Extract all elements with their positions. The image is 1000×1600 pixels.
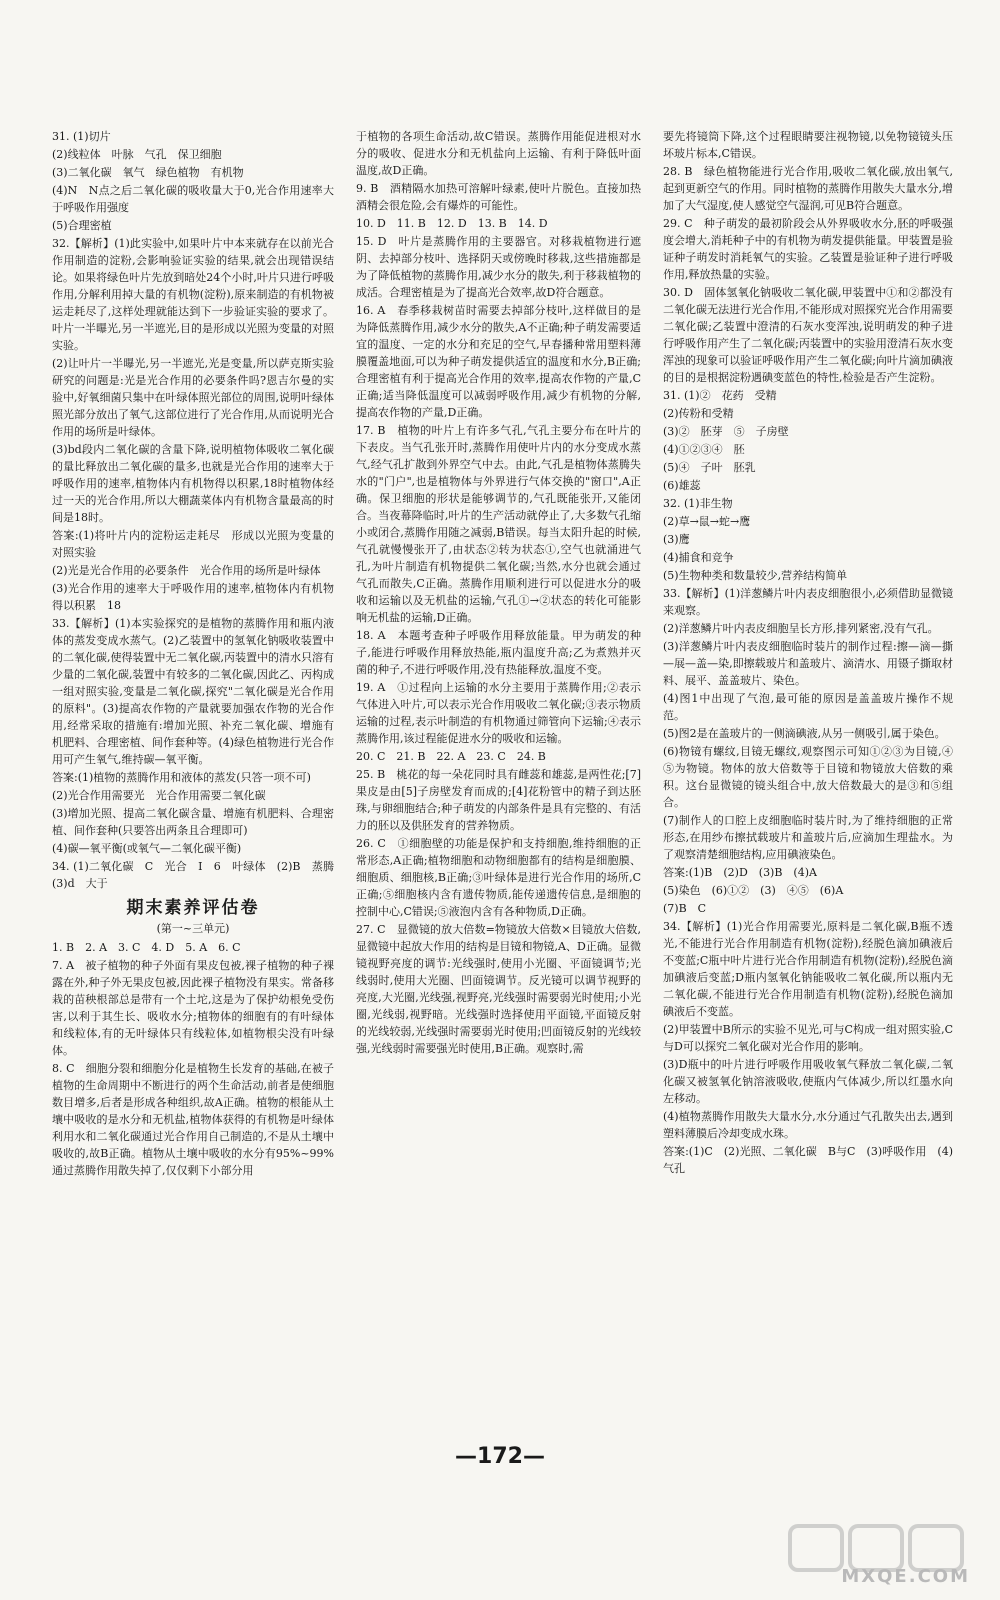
- page-number: —172—: [455, 1444, 545, 1469]
- col1-paragraph: 33.【解析】(1)本实验探究的是植物的蒸腾作用和瓶内液体的蒸发变成水蒸气。(2)乙装置中的氢氧化钠吸收装置中的二氧化碳,使得装置中无二氧化碳,丙装置中的清水只溶有少量的二氧化碳,装置中有较多的二氧化碳,因此乙、丙构成一组对照实验,变量是二氧化碳,探究"二氧化碳是光合作用的原料"。(3)提高农作物的产量就要加强农作物的光合作用,经常采取的措施有:增加光照、补充二氧化碳、增施有机肥料、合理密植、间作套种等。(4)绿色植物进行光合作用可产生氧气,维持碳—氧平衡。: [52, 617, 334, 766]
- section-subtitle: (第一~三单元): [156, 922, 230, 935]
- col3-paragraph: 答案:(1)C (2)光照、二氧化碳 B与C (3)呼吸作用 (4)气孔: [663, 1145, 953, 1175]
- col3-paragraph: (3)② 胚芽 ⑤ 子房壁: [663, 425, 789, 438]
- col3-paragraph: (2)草→鼠→蛇→鹰: [663, 515, 751, 528]
- col2-paragraph: 25. B 桃花的每一朵花同时具有雌蕊和雄蕊,是两性花;[7]果皮是由[5]子房壁发育而成的;[4]花粉管中的精子到达胚珠,与卵细胞结合;种子萌发的内部条件是具有完整的、有活力的胚以及供胚发育的营养物质。: [356, 768, 641, 832]
- col2-paragraph: 于植物的各项生命活动,故C错误。蒸腾作用能促进根对水分的吸收、促进水分和无机盐向上运输、有利于降低叶面温度,故D正确。: [356, 130, 641, 177]
- col3-paragraph: (5)染色 (6)①② (3) ④⑤ (6)A: [663, 884, 844, 897]
- col3-paragraph: 29. C 种子萌发的最初阶段会从外界吸收水分,胚的呼吸强度会增大,消耗种子中的有机物为萌发提供能量。甲装置是验证种子萌发时消耗氧气的实验。乙装置是验证种子进行呼吸作用,释放热量的实验。: [663, 217, 953, 281]
- col2-paragraph: 17. B 植物的叶片上有许多气孔,气孔主要分布在叶片的下表皮。当气孔张开时,蒸腾作用使叶片内的水分变成水蒸气,经气孔扩散到外界空气中去。由此,气孔是植物体蒸腾失水的"门户",也是植物体与外界进行气体交换的"窗口",A正确。保卫细胞的形状是能够调节的,气孔既能张开,又能闭合。当夜幕降临时,叶片的生产活动就停止了,大多数气孔缩小或闭合,蒸腾作用随之减弱,B错误。每当太阳升起的时候,气孔就慢慢张开了,由状态②转为状态①,空气也就涌进气孔,为叶片制造有机物提供二氧化碳;当然,水分也就会通过气孔而散失,C正确。蒸腾作用顺利进行可以促进水分的吸收和运输以及无机盐的运输,气孔①→②状态的转化可能影响无机盐的运输,D正确。: [356, 424, 641, 624]
- col3-paragraph: (4)①②③④ 胚: [663, 443, 745, 456]
- col3-paragraph: (4)图1中出现了气泡,最可能的原因是盖盖玻片操作不规范。: [663, 692, 953, 722]
- col1-paragraph: 31. (1)切片: [52, 130, 111, 143]
- col3-paragraph: (7)B C: [663, 902, 707, 915]
- col2-paragraph: 19. A ①过程向上运输的水分主要用于蒸腾作用;②表示气体进入叶片,可以表示光合作用吸收二氧化碳;③表示物质运输的过程,表示叶制造的有机物通过筛管向下运输;④表示蒸腾作用,该过程能促进水分的吸收和运输。: [356, 681, 641, 745]
- col2-text: [356, 128, 641, 1057]
- col2-paragraph: 18. A 本题考查种子呼吸作用释放能量。甲为萌发的种子,能进行呼吸作用释放热能,瓶内温度升高;乙为煮熟并灭菌的种子,不进行呼吸作用,没有热能释放,温度不变。: [356, 629, 641, 676]
- col3-paragraph: (2)传粉和受精: [663, 407, 734, 420]
- col3-paragraph: (3)洋葱鳞片叶内表皮细胞临时装片的制作过程:擦—滴—撕—展—盖—染,即擦载玻片和盖玻片、滴清水、用镊子撕取材料、展平、盖盖玻片、染色。: [663, 640, 953, 687]
- col3-paragraph: 答案:(1)B (2)D (3)B (4)A: [663, 866, 817, 879]
- col2-paragraph: 16. A 春季移栽树苗时需要去掉部分枝叶,这样做目的是为降低蒸腾作用,减少水分的散失,A不正确;种子萌发需要适宜的温度、一定的水分和充足的空气,早春播种常用塑料薄膜覆盖地面,可以为种子萌发提供适宜的温度和水分,B正确;合理密植有利于提高光合作用的效率,提高农作物的产量,C正确;适当降低温度可以减弱呼吸作用,减少有机物的分解,提高农作物的产量,D正确。: [356, 304, 641, 419]
- col1-paragraph: (4)碳—氧平衡(或氧气—二氧化碳平衡): [52, 842, 242, 855]
- col1-paragraph: (2)光是光合作用的必要条件 光合作用的场所是叶绿体: [52, 564, 321, 577]
- col1-paragraph: (3)增加光照、提高二氧化碳含量、增施有机肥料、合理密植、间作套种(只要答出两条且合理即可): [52, 807, 334, 837]
- col1-paragraph: (2)让叶片一半曝光,另一半遮光,光是变量,所以萨克斯实验研究的问题是:光是光合作用的必要条件吗?恩吉尔曼的实验中,好氧细菌只集中在叶绿体照光部位的周围,说明叶绿体照光部分放出了氧气,这部位进行了光合作用,从而说明光合作用的场所是叶绿体。: [52, 357, 334, 438]
- col3-paragraph: 30. D 固体氢氧化钠吸收二氧化碳,甲装置中①和②都没有二氧化碳无法进行光合作用,不能形成对照探究光合作用需要二氧化碳;乙装置中澄清的石灰水变浑浊,说明萌发的种子进行呼吸作用产生了二氧化碳;丙装置中的实验用澄清石灰水变浑浊的现象可以验证呼吸作用产生二氧化碳;向叶片滴加碘液的目的是根据淀粉遇碘变蓝色的特性,检验是否产生淀粉。: [663, 286, 953, 384]
- col3-paragraph: 32. (1)非生物: [663, 497, 733, 510]
- col1-paragraph: (2)光合作用需要光 光合作用需要二氧化碳: [52, 789, 266, 802]
- section-title: 期末素养评估卷: [126, 898, 260, 918]
- col3-paragraph: (5)生物种类和数量较少,营养结构简单: [663, 569, 848, 582]
- col2-paragraph: 15. D 叶片是蒸腾作用的主要器官。对移栽植物进行遮阴、去掉部分枝叶、选择阴天或傍晚时移栽,这些措施都是为了降低植物的蒸腾作用,减少水分的散失,利于移栽植物的成活。合理密植是为了提高光合效率,故D符合题意。: [356, 235, 641, 299]
- col1-paragraph: (3)二氧化碳 氧气 绿色植物 有机物: [52, 166, 244, 179]
- col3-paragraph: 要先将镜筒下降,这个过程眼睛要注视物镜,以免物镜镜头压坏玻片标本,C错误。: [663, 130, 953, 160]
- col3-paragraph: (5)④ 子叶 胚乳: [663, 461, 756, 474]
- col3-paragraph: (2)洋葱鳞片叶内表皮细胞呈长方形,排列紧密,没有气孔。: [663, 622, 939, 635]
- col1b-paragraph: 7. A 被子植物的种子外面有果皮包被,裸子植物的种子裸露在外,种子外无果皮包被,因此裸子植物没有果实。常备移栽的苗秧根部总是带有一个土坨,这是为了保护幼根免受伤害,以利于其生长、吸收水分;植物体的细胞有的有叶绿体和线粒体,有的无叶绿体只有线粒体,如植物根尖没有叶绿体。: [52, 959, 334, 1057]
- col2-paragraph: 26. C ①细胞壁的功能是保护和支持细胞,维持细胞的正常形态,A正确;植物细胞和动物细胞都有的结构是细胞膜、细胞质、细胞核,B正确;③叶绿体是进行光合作用的场所,C正确;⑤细胞核内含有遗传物质,能传递遗传信息,是细胞的控制中心,C错误;⑤液泡内含有各种物质,D正确。: [356, 837, 641, 918]
- col3-paragraph: (4)植物蒸腾作用散失大量水分,水分通过气孔散失出去,遇到塑料薄膜后冷却变成水珠。: [663, 1110, 953, 1140]
- col1b-paragraph: 8. C 细胞分裂和细胞分化是植物生长发育的基础,在被子植物的生命周期中不断进行的两个生命活动,前者是使细胞数目增多,后者是形成各种组织,故A正确。植物的根能从土壤中吸收的是水分和无机盐,植物体获得的有机物是叶绿体利用水和二氧化碳通过光合作用自己制造的,不是从土壤中吸收的,故B正确。植物从土壤中吸收的水分有95%~99%通过蒸腾作用散失掉了,仅仅剩下小部分用: [52, 1062, 334, 1177]
- col1-paragraph: (5)合理密植: [52, 219, 112, 232]
- col3-paragraph: 31. (1)② 花药 受精: [663, 389, 777, 402]
- col3-paragraph: 28. B 绿色植物能进行光合作用,吸收二氧化碳,放出氧气,起到更新空气的作用。同时植物的蒸腾作用散失大量水分,增加了大气湿度,使人感觉空气湿润,可见B符合题意。: [663, 165, 953, 212]
- col1-paragraph: 34. (1)二氧化碳 C 光合 Ⅰ 6 叶绿体 (2)B 蒸腾 (3)d 大于: [52, 860, 345, 890]
- col3-paragraph: (6)雄蕊: [663, 479, 701, 492]
- col2-paragraph: 9. B 酒精隔水加热可溶解叶绿素,使叶片脱色。直接加热酒精会很危险,会有爆炸的可能性。: [356, 182, 641, 212]
- col3-paragraph: (4)捕食和竞争: [663, 551, 734, 564]
- col1-paragraph: (3)光合作用的速率大于呼吸作用的速率,植物体内有机物得以积累 18: [52, 582, 334, 612]
- col1-paragraph: 答案:(1)植物的蒸腾作用和液体的蒸发(只答一项不可): [52, 771, 311, 784]
- col3-paragraph: 34.【解析】(1)光合作用需要光,原料是二氧化碳,B瓶不透光,不能进行光合作用制造有机物(淀粉),经脱色滴加碘液后不变蓝;C瓶中叶片进行光合作用制造有机物(淀粉),经脱色滴加碘液后变蓝;D瓶内氢氧化钠能吸收二氧化碳,所以瓶内无二氧化碳,不能进行光合作用制造有机物(淀粉),经脱色滴加碘液后不变蓝。: [663, 920, 953, 1018]
- col2-paragraph: 20. C 21. B 22. A 23. C 24. B: [356, 750, 546, 763]
- col2-paragraph: 10. D 11. B 12. D 13. B 14. D: [356, 217, 548, 230]
- col1-paragraph: 答案:(1)将叶片内的淀粉运走耗尽 形成以光照为变量的对照实验: [52, 529, 334, 559]
- col3-paragraph: 33.【解析】(1)洋葱鳞片叶内表皮细胞很小,必须借助显微镜来观察。: [663, 587, 953, 617]
- col2-paragraph: 27. C 显微镜的放大倍数=物镜放大倍数×目镜放大倍数,显微镜中起放大作用的结构是目镜和物镜,A、D正确。显微镜视野亮度的调节:光线强时,使用小光圈、平面镜调节;光线弱时,使用大光圈、凹面镜调节。反光镜可以调节视野的亮度,大光圈,光线强,视野亮,光线强时需要弱光时使用;小光圈,光线弱,视野暗。光线强时选择使用平面镜,平面镜反射的光线较弱,光线强时需要弱光时使用;凹面镜反射的光线较强,光线弱时需要强光时使用,B正确。观察时,需: [356, 923, 641, 1055]
- col1-paragraph: 32.【解析】(1)此实验中,如果叶片中本来就存在以前光合作用制造的淀粉,会影响验证实验的结果,就会出现错误结论。如果将绿色叶片先放到暗处24个小时,叶片只进行呼吸作用,分解利用掉大量的有机物(淀粉),原来制造的有机物被运走耗尽了,这样处理就能达到下一步验证实验的要求了。叶片一半曝光,另一半遮光,目的是形成以光照为变量的对照实验。: [52, 237, 334, 352]
- col1-text: [52, 128, 345, 892]
- col3-paragraph: (6)物镜有螺纹,目镜无螺纹,观察图示可知①②③为目镜,④⑤为物镜。物体的放大倍数等于目镜和物镜放大倍数的乘积。这台显微镜的镜头组合中,放大倍数最大的是③和⑤组合。: [663, 745, 953, 809]
- column-1: [52, 128, 345, 1443]
- col1-paragraph: (3)bd段内二氧化碳的含量下降,说明植物体吸收二氧化碳的量比释放出二氧化碳的量多,也就是光合作用的速率大于呼吸作用的速率,植物体内有机物得以积累,18时植物体经过一天的光合作用,所以大棚蔬菜体内有机物含量最高的时间是18时。: [52, 443, 334, 524]
- column-3: [663, 128, 953, 1443]
- col1b-text: [52, 939, 334, 1179]
- column-2: [356, 128, 641, 1443]
- col1-paragraph: (2)线粒体 叶脉 气孔 保卫细胞: [52, 148, 222, 161]
- watermark-text: MXQE.COM: [841, 1566, 970, 1587]
- col3-text: [663, 128, 953, 1177]
- col1-paragraph: (4)N N点之后二氧化碳的吸收量大于0,光合作用速率大于呼吸作用强度: [52, 184, 334, 214]
- col3-paragraph: (5)图2是在盖玻片的一侧滴碘液,从另一侧吸引,属于染色。: [663, 727, 946, 740]
- col1b-paragraph: 1. B 2. A 3. C 4. D 5. A 6. C: [52, 941, 241, 954]
- col3-paragraph: (7)制作人的口腔上皮细胞临时装片时,为了维持细胞的正常形态,在用纱布擦拭载玻片和盖玻片后,应滴加生理盐水。为了观察清楚细胞结构,应用碘液染色。: [663, 814, 953, 861]
- col3-paragraph: (2)甲装置中B所示的实验不见光,可与C构成一组对照实验,C与D可以探究二氧化碳对光合作用的影响。: [663, 1023, 953, 1053]
- col3-paragraph: (3)D瓶中的叶片进行呼吸作用吸收氧气释放二氧化碳,二氧化碳又被氢氧化钠溶液吸收,使瓶内气体减少,所以红墨水向左移动。: [663, 1058, 953, 1105]
- col3-paragraph: (3)鹰: [663, 533, 690, 546]
